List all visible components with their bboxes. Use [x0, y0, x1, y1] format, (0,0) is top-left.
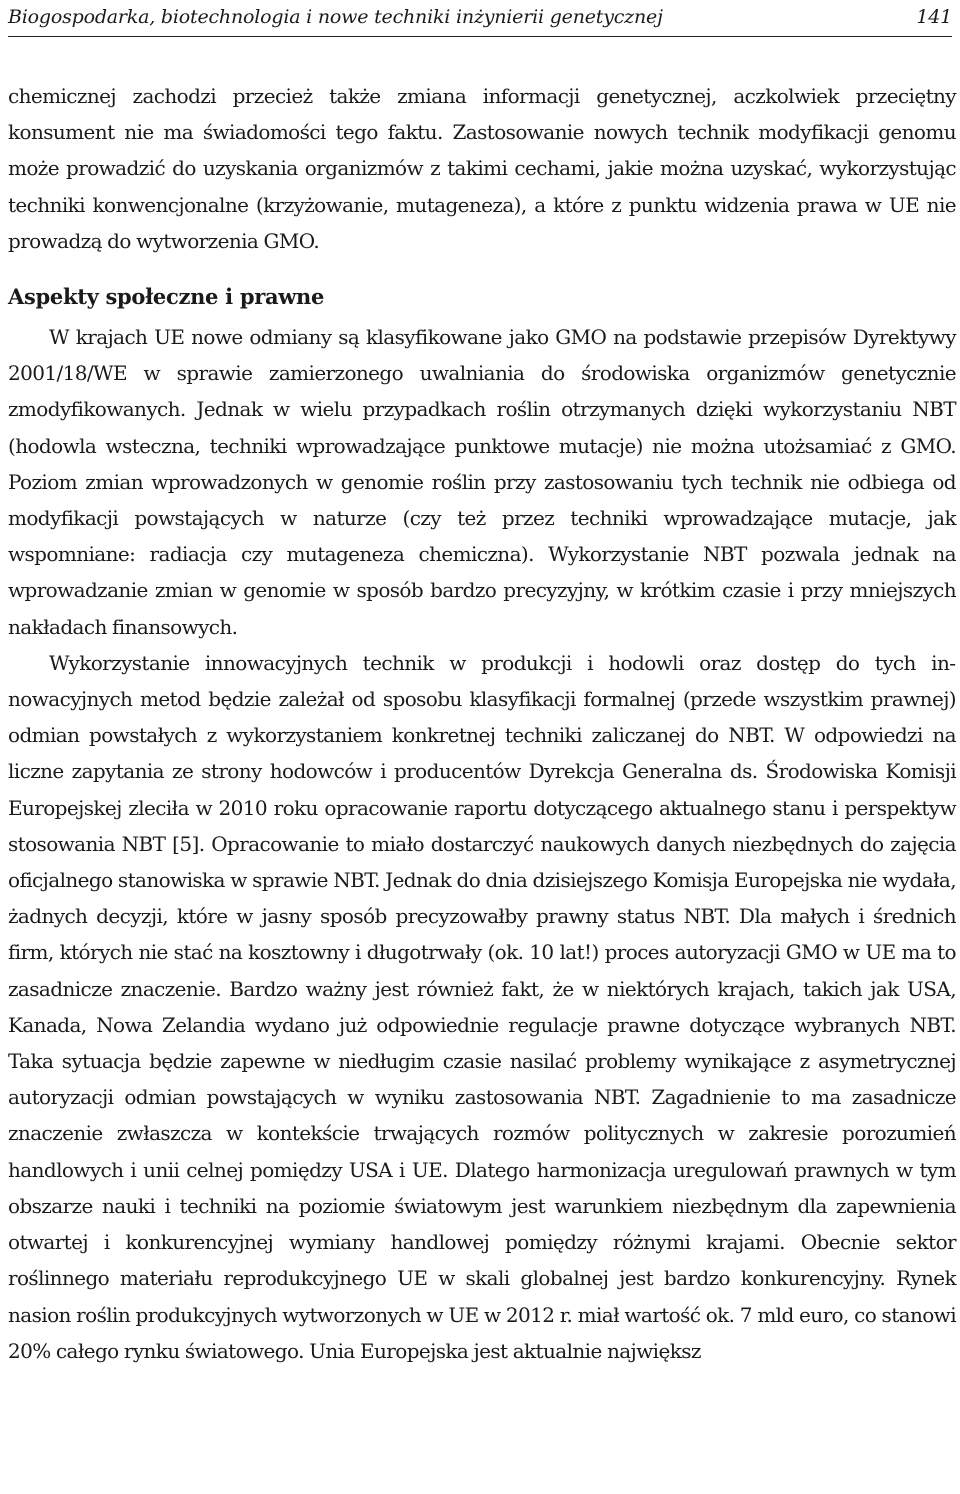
- running-title: Biogospodarka, biotechnologia i nowe techniki inżynierii genetycznej: [8, 6, 663, 28]
- header-rule: [8, 36, 952, 37]
- intro-paragraph: chemicznej zachodzi przecież także zmiana informacji genetycznej, aczkolwiek przeciętny konsument nie ma świadomości tego faktu. Zastosowanie nowych technik modyfikacji genomu może prowadzić do uzyskania organizmów z takimi cechami, jakie można uzyskać, wykorzystując techniki konwencjonalne (krzyżowanie, mutageneza), a które z punktu widzenia prawa w UE nie prowadzą do wytworzenia GMO.: [8, 84, 956, 253]
- section-heading: Aspekty społeczne i prawne: [8, 284, 325, 310]
- page-number: 141: [916, 6, 952, 28]
- text-body: [8, 78, 956, 1369]
- running-header: [8, 2, 952, 32]
- section-paragraph-1: W krajach UE nowe odmiany są klasyfikowane jako GMO na podstawie przepisów Dyrektywy 2001/18/WE w sprawie zamierzonego uwalniania do środowiska organizmów genetycznie zmodyfikowanych. Jednak w wielu przypadkach roślin otrzymanych dzięki wykorzystaniu NBT (hodowla wsteczna, techniki wprowadzające punktowe mutacje) nie można utożsamiać z GMO. Poziom zmian wprowadzonych w genomie roślin przy zastosowaniu tych technik nie odbiega od modyfikacji powstających w naturze (czy też przez techniki wprowadzające mutacje, jak wspomniane: radiacja czy mutageneza chemiczna). Wykorzystanie NBT pozwala jednak na wprowadzanie zmian w genomie w sposób bardzo precyzyjny, w krótkim czasie i przy mniejszych nakładach finansowych.: [8, 325, 956, 639]
- section-paragraph-2: Wykorzystanie innowacyjnych technik w produkcji i hodowli oraz dostęp do tych innowacyjnych metod będzie zależał od sposobu klasyfikacji formalnej (przede wszystkim prawnej) odmian powstałych z wykorzystaniem konkretnej techniki zaliczanej do NBT. W odpowiedzi na liczne zapytania ze strony hodowców i producentów Dyrekcja Generalna ds. Środowiska Komisji Europejskej zleciła w 2010 roku opracowanie raportu dotyczącego aktualnego stanu i perspektyw stosowania NBT [5]. Opracowanie to miało dostarczyć naukowych danych niezbędnych do zajęcia oficjalnego stanowiska w sprawie NBT. Jednak do dnia dzisiejszego Komisja Europejska nie wydała, żadnych decyzji, które w jasny sposób precyzowałby prawny status NBT. Dla małych i średnich firm, których nie stać na kosztowny i długotrwały (ok. 10 lat!) proces autoryzacji GMO w UE ma to zasadnicze znaczenie. Bardzo ważny jest również fakt, że w niektórych krajach, takich jak USA, Kanada, Nowa Zelandia wydano już odpowiednie regulacje prawne dotyczące wybranych NBT. Taka sytuacja będzie zapewne w niedługim czasie nasilać problemy wynikające z asymetrycznej autoryzacji odmian powstających w wyniku zastosowania NBT. Zagadnienie to ma zasadnicze znaczenie zwłaszcza w kontekście trwających rozmów politycznych w zakresie porozumień handlowych i unii celnej pomiędzy USA i UE. Dlatego harmonizacja uregulowań prawnych w tym obszarze nauki i techniki na poziomie światowym jest warunkiem niezbędnym dla zapewnienia otwartej i konkurencyjnej wymiany handlowej pomiędzy różnymi krajami. Obecnie sektor roślinnego materiału reprodukcyjnego UE w skali globalnej jest bardzo konkurencyjny. Rynek nasion roślin produkcyjnych wytworzonych w UE w 2012 r. miał wartość ok. 7 mld euro, co stanowi 20% całego rynku światowego. Unia Europejska jest aktualnie największ: [8, 650, 956, 1363]
